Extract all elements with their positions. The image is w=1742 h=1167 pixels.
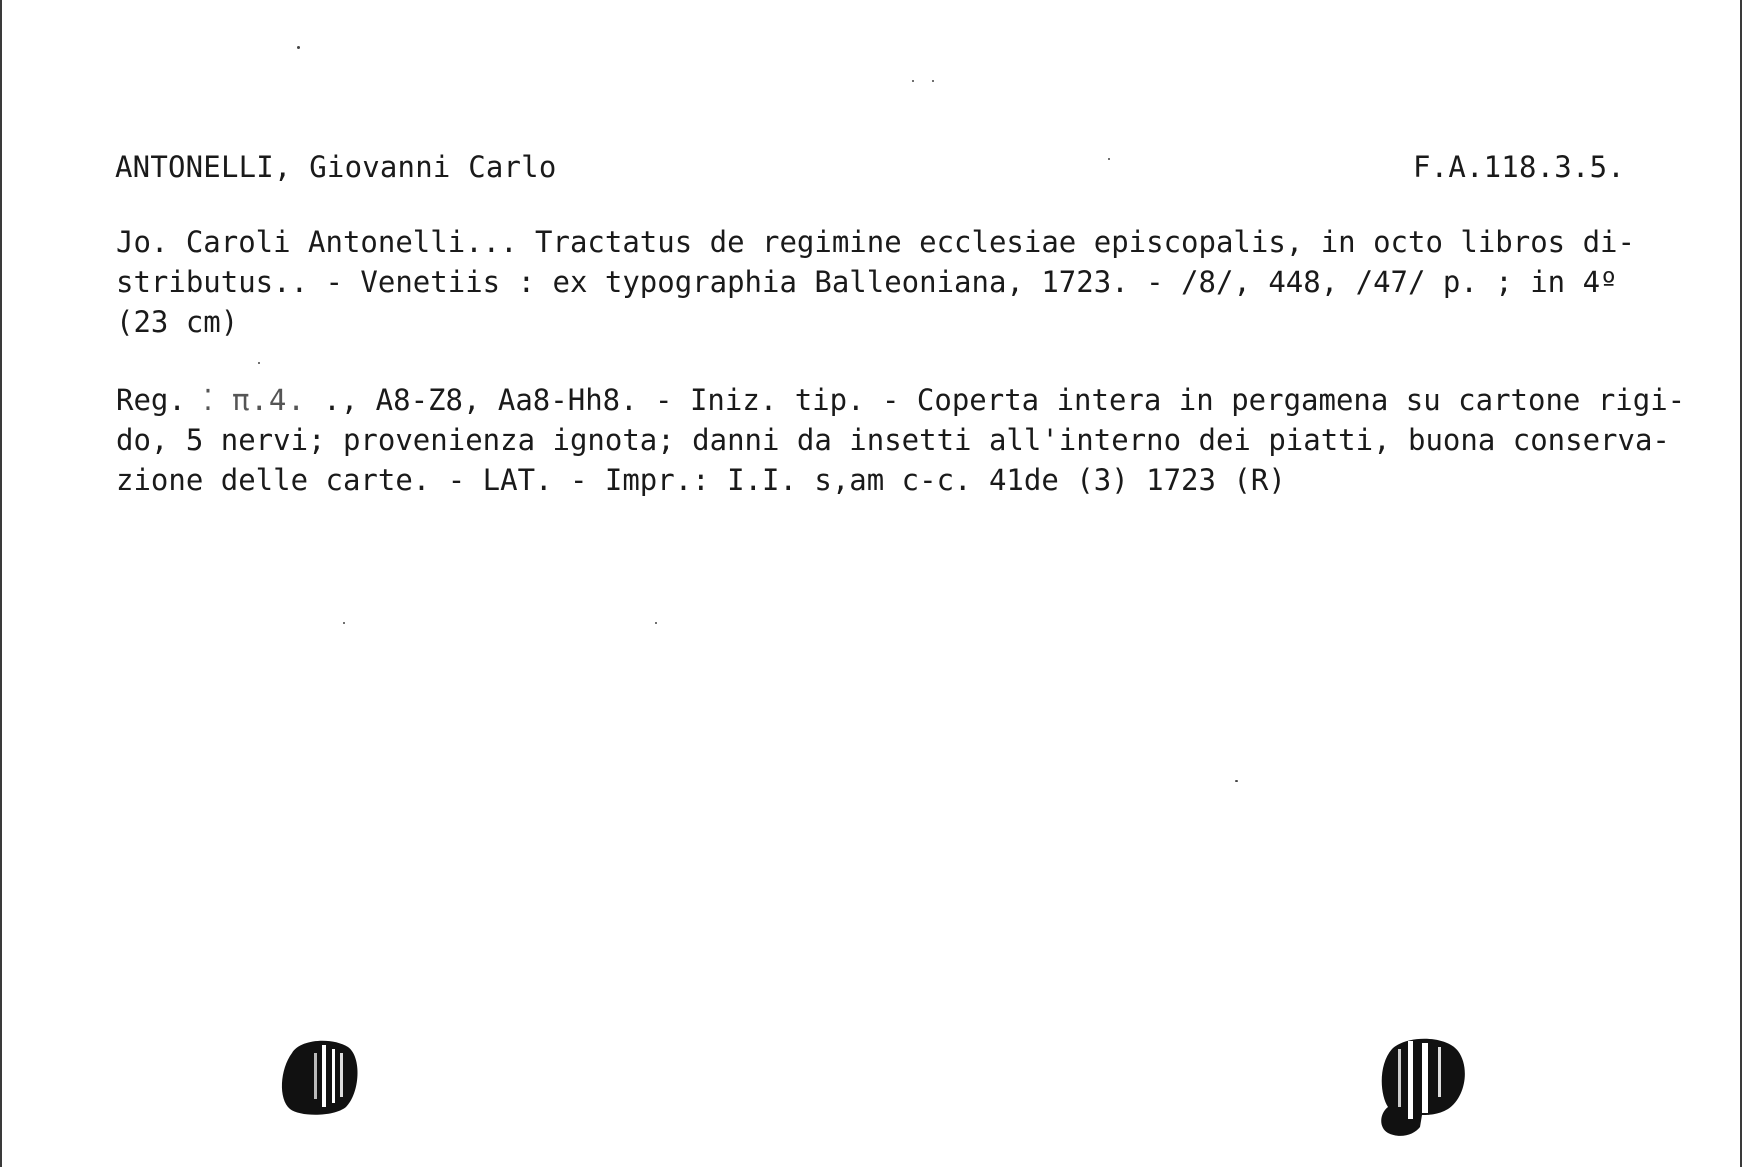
notes-line-rest: ., A8-Z8, Aa8-Hh8. - Iniz. tip. - Coperta intera in pergamena su cartone rigi- [323, 383, 1686, 417]
punch-hole-icon [270, 1035, 366, 1121]
speck [1235, 780, 1238, 782]
speck [655, 622, 657, 624]
speck [297, 46, 300, 49]
notes-description [116, 380, 1685, 500]
author-heading: ANTONELLI, Giovanni Carlo [115, 150, 557, 184]
title-line: Jo. Caroli Antonelli... Tractatus de regimine ecclesiae episcopalis, in octo libros di- [116, 225, 1635, 259]
punch-hole-icon [1362, 1035, 1472, 1145]
notes-line: do, 5 nervi; provenienza ignota; danni da insetti all'interno dei piatti, buona conserva- [116, 423, 1670, 457]
speck [912, 80, 914, 82]
reg-prefix: Reg. [116, 383, 186, 417]
notes-line: zione delle carte. - LAT. - Impr.: I.I. s,am c-c. 41de (3) 1723 (R) [116, 463, 1286, 497]
notes-line [116, 380, 1685, 420]
speck [932, 80, 934, 82]
speck [258, 362, 260, 364]
reg-smudge: ⁚ π.4. [203, 383, 306, 417]
title-line: (23 cm) [116, 305, 239, 339]
card-left-edge [0, 0, 2, 1167]
title-line: stributus.. - Venetiis : ex typographia Balleoniana, 1723. - /8/, 448, /47/ p. ; in 4º [116, 265, 1618, 299]
title-description [116, 222, 1635, 342]
shelfmark: F.A.118.3.5. [1413, 150, 1625, 184]
speck [343, 622, 345, 624]
speck [1108, 158, 1110, 160]
